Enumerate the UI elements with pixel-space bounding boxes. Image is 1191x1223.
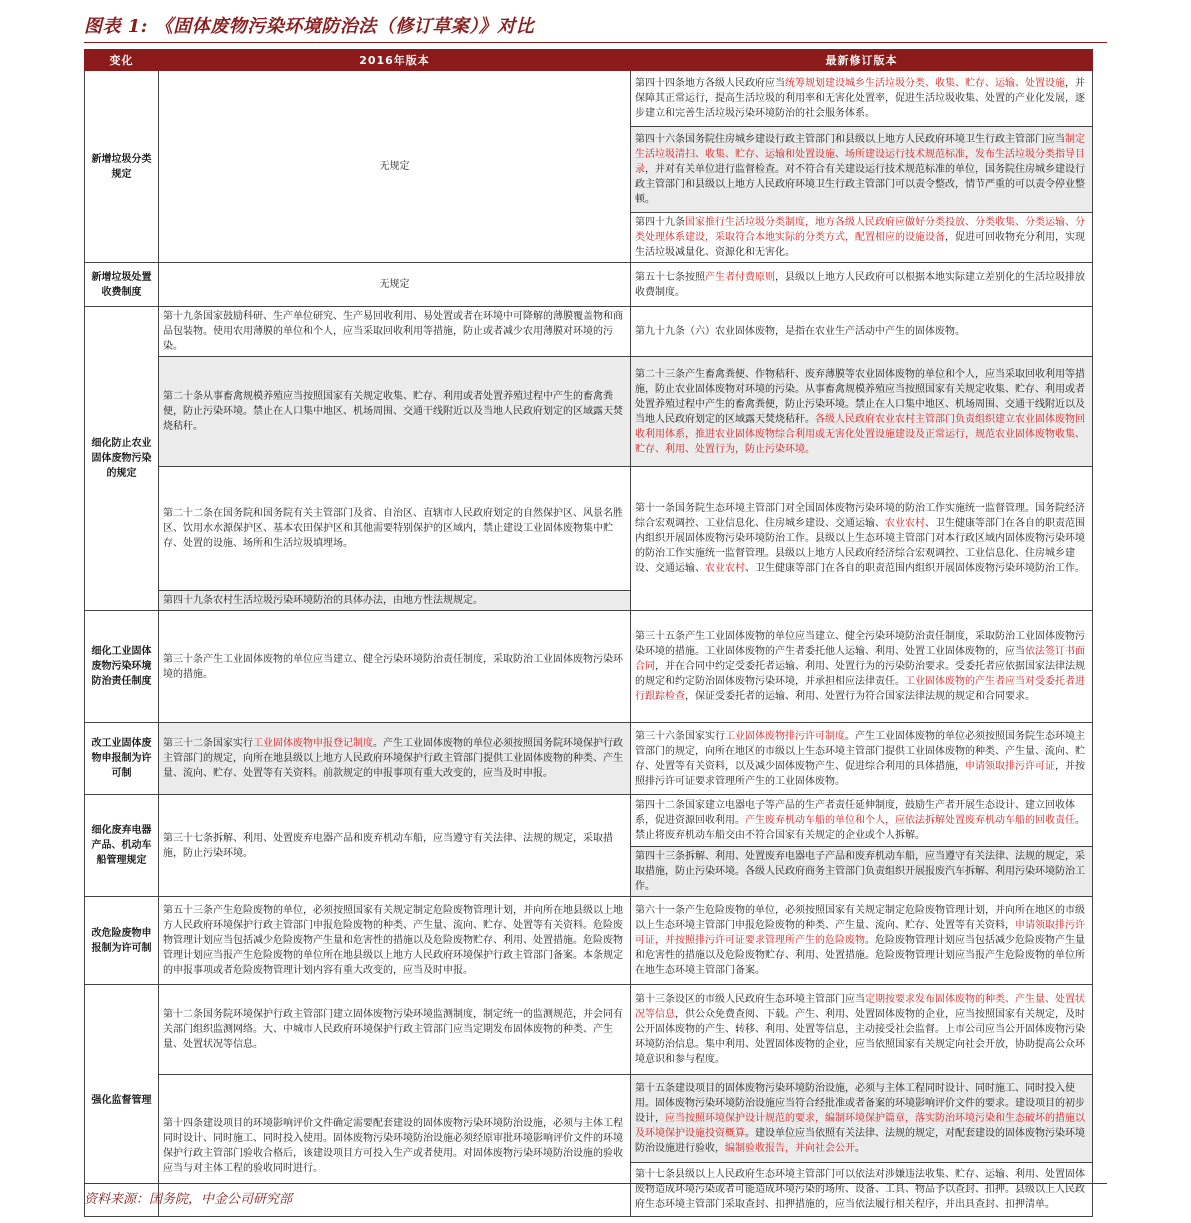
highlighted-text: 工业固体废物的产生者应当对受委托者进行跟踪检查 (635, 676, 1085, 702)
old-version-cell (159, 263, 631, 307)
title-divider (84, 42, 1107, 43)
new-version-cell (631, 127, 1093, 213)
clause-text: 。产生工业固体废物的单位必须按照国务院生态环境主管部门的规定，向所在地区的市级以上生态环境主管部门提供工业固体废物的种类、产生量、流向、贮存、处置等有关资料，以及减少固体废物产生、促进综合利用的具体措施， (635, 730, 1085, 772)
new-version-cell (631, 467, 1093, 611)
clause-text: 第二十条从事畜禽规模养殖应当按照国家有关规定收集、贮存、利用或者处置养殖过程中产生的畜禽粪便，防止污染环境。禁止在人口集中地区、机场周围、交通干线附近以及当地人民政府划定的区域露天焚烧秸秆。 (163, 391, 623, 432)
clause-text: ，并在合同中约定受委托者运输、利用、处置行为的污染防治要求。受委托者应依据国家法律法规的规定和约定防治固体废物污染环境，并承担相应法律责任。 (635, 661, 1085, 687)
header-change: 变化 (85, 50, 159, 71)
clause-text: ，供公众免费查阅、下载。产生、利用、处置固体废物的企业，应当按照国家有关规定，及时公开固体废物的产生、转移、利用、处置等信息，主动接受社会监督。上市公司应当公开固体废物污染环境防治信息。集中利用、处置固体废物的企业，应当依照国家有关规定向社会开放，协助提高公众环境意识和参与程度。 (635, 1009, 1085, 1065)
new-version-cell (631, 985, 1093, 1075)
change-category: 强化监督管理 (85, 985, 159, 1217)
clause-text: 第四十四条地方各级人民政府应当 (635, 78, 785, 89)
table-row (85, 611, 1093, 723)
old-version-cell (159, 357, 631, 467)
clause-text: 、卫生健康等部门在各自的职责范围内组织开展固体废物污染环境防治工作。 (745, 563, 1085, 574)
table-header-row (85, 50, 1093, 71)
change-category: 细化工业固体废物污染环境防治责任制度 (85, 611, 159, 723)
change-category: 细化废弃电器产品、机动车船管理规定 (85, 795, 159, 897)
old-version-cell (159, 985, 631, 1075)
old-version-cell (159, 591, 631, 611)
table-row (85, 357, 1093, 467)
clause-text: 第十五条建设项目的固体废物污染环境防治设施，必须与主体工程同时设计、同时施工、同时投入使用。固体废物污染环境防治设施应当符合经批准或者备案的环境影响评价文件的要求。建设项目的初步设计， (635, 1083, 1085, 1124)
clause-text: 第四十六条国务院住房城乡建设行政主管部门和县级以上地方人民政府环境卫生行政主管部门应当 (635, 134, 1065, 145)
clause-text: 。危险废物管理计划应当包括减少危险废物产生量和危害性的措施以及危险废物贮存、利用、处置措施。危险废物管理计划应当报产生危险废物的单位所在地生态环境主管部门备案。 (635, 935, 1085, 976)
clause-text: 第十九条国家鼓励科研、生产单位研究、生产易回收利用、易处置或者在环境中可降解的薄膜覆盖物和商品包装物。使用农用薄膜的单位和个人，应当采取回收利用等措施，防止或者减少农用薄膜对环境的污染。 (163, 311, 623, 352)
clause-text: 第三十六条国家实行 (635, 730, 725, 742)
clause-text: 第四十二条国家建立电器电子等产品的生产者责任延伸制度，鼓励生产者开展生态设计、建立回收体系，促进资源回收利用。 (635, 800, 1075, 826)
clause-text: 第四十三条拆解、利用、处置废弃电器电子产品和废弃机动车船，应当遵守有关法律、法规的规定，采取措施，防止污染环境。各级人民政府商务主管部门负责组织开展报废汽车拆解、利用污染环境防治工作。 (635, 851, 1085, 892)
highlighted-text: 产生废弃机动车船的单位和个人，应依法拆解处置废弃机动车船的回收责任 (745, 815, 1075, 826)
clause-text: 第四十九条农村生活垃圾污染环境防治的具体办法，由地方性法规规定。 (163, 595, 483, 606)
highlighted-text: 工业固体废物排污许可制度 (725, 730, 845, 742)
highlighted-text: 应当按照环境保护设计规范的要求，编制环境保护篇章，落实防治环境污染和生态破坏的措施以及环境保护设施投资概算 (635, 1113, 1085, 1139)
clause-text: ，并对有关单位进行监督检查。对不符合有关建设运行技术规范标准的单位，国务院住房城乡建设行政主管部门和县级以上地方人民政府环境卫生行政主管部门可以责令整改，情节严重的可以责令停业整顿。 (635, 164, 1085, 205)
old-version-cell (159, 723, 631, 795)
table-row (85, 795, 1093, 847)
clause-text: 第十一条国务院生态环境主管部门对全国固体废物污染环境的防治工作实施统一监督管理。国务院经济综合宏观调控、工业信息化、住房城乡建设、交通运输、 (635, 503, 1085, 529)
table-row (85, 263, 1093, 307)
clause-text: 第三十条产生工业固体废物的单位应当建立、健全污染环境防治责任制度，采取防治工业固体废物污染环境的措施。 (163, 653, 623, 680)
highlighted-text: 依法签订书面合同 (635, 646, 1085, 672)
clause-text: 第四十九条 (635, 217, 685, 228)
clause-text: 无规定 (379, 279, 410, 290)
highlighted-text: 农业农村 (705, 563, 745, 574)
table-row (85, 897, 1093, 985)
clause-text: 第五十三条产生危险废物的单位，必须按照国家有关规定制定危险废物管理计划，并向所在地县级以上地方人民政府环境保护行政主管部门申报危险废物的种类、产生量、流向、贮存、处置等有关资料。危险废物管理计划应当包括减少危险废物产生量和危害性的措施以及危险废物贮存、利用、处置措施。危险废物管理计划应当报产生危险废物的单位所在地县级以上地方人民政府环境保护行政主管部门备案。本条规定的申报事项或者危险废物管理计划内容有重大改变的，应当及时申报。 (163, 905, 623, 976)
new-version-cell (631, 263, 1093, 307)
source-note: 资料来源：国务院，中金公司研究部 (84, 1192, 293, 1207)
new-version-cell (631, 71, 1093, 127)
old-version-cell (159, 467, 631, 591)
clause-text: ，并保障其正常运行，提高生活垃圾的利用率和无害化处置率，促进生活垃圾收集、处置的产业化发展，逐步建立和完善生活垃圾污染环境防治的社会服务体系。 (635, 78, 1085, 119)
highlighted-text: 申请领取排污许可证 (965, 760, 1055, 772)
highlighted-text: 各级人民政府农业农村主管部门负责组织建立农业固体废物回收利用体系，推进农业固体废物综合利用或无害化处置设施建设及正常运行，规范农业固体废物收集、贮存、利用、处置行为，防止污染环境。 (635, 413, 1085, 455)
table-body (85, 71, 1093, 1217)
clause-text: 第九十九条（六）农业固体废物，是指在农业生产活动中产生的固体废物。 (635, 326, 965, 337)
old-version-cell (159, 795, 631, 897)
new-version-cell (631, 795, 1093, 847)
clause-text: 第十二条国务院环境保护行政主管部门建立固体废物污染环境监测制度，制定统一的监测规范，并会同有关部门组织监测网络。大、中城市人民政府环境保护行政主管部门应当定期发布固体废物的种类、产生量、处置状况等信息。 (163, 1009, 623, 1050)
table-row (85, 307, 1093, 357)
new-version-cell (631, 723, 1093, 795)
new-version-cell (631, 847, 1093, 897)
highlighted-text: 制定生活垃圾清扫、收集、贮存、运输和处置设施、场所建设运行技术规范标准，发布生活垃圾分类指导目录 (635, 134, 1085, 175)
new-version-cell (631, 611, 1093, 723)
old-version-cell (159, 611, 631, 723)
highlighted-text: 国家推行生活垃圾分类制度，地方各级人民政府应做好分类投放、分类收集、分类运输、分类处理体系建设，采取符合本地实际的分类方式，配置相应的设施设备 (635, 217, 1085, 243)
clause-text: 。禁止将废弃机动车船交由不符合国家有关规定的企业或个人拆解。 (635, 815, 1085, 841)
clause-text: 第二十二条在国务院和国务院有关主管部门及省、自治区、直辖市人民政府划定的自然保护区、风景名胜区、饮用水水源保护区、基本农田保护区和其他需要特别保护的区域内，禁止建设工业固体废物集中贮存、处置的设施、场所和生活垃圾填埋场。 (163, 508, 623, 549)
clause-text: 第三十七条拆解、利用、处置废弃电器产品和废弃机动车船，应当遵守有关法律、法规的规定，采取措施，防止污染环境。 (163, 832, 613, 859)
comparison-table (84, 49, 1093, 1217)
change-category: 改危险废物申报制为许可制 (85, 897, 159, 985)
old-version-cell (159, 897, 631, 985)
change-category: 改工业固体废物申报制为许可制 (85, 723, 159, 795)
clause-text: ，保证受委托者的运输、利用、处置行为符合国家法律法规的规定和合同要求。 (685, 691, 1035, 702)
change-category: 细化防止农业固体废物污染的规定 (85, 307, 159, 611)
table-row (85, 723, 1093, 795)
new-version-cell (631, 357, 1093, 467)
new-version-cell (631, 1075, 1093, 1163)
highlighted-text: 申请领取排污许可证，并按照排污许可证要求管理所产生的危险废物 (635, 920, 1085, 946)
old-version-cell (159, 307, 631, 357)
new-version-cell (631, 213, 1093, 263)
clause-text: ，促进可回收物充分利用，实现生活垃圾减量化、资源化和无害化。 (635, 232, 1085, 258)
clause-text: 第十七条县级以上人民政府生态环境主管部门可以依法对涉嫌违法收集、贮存、运输、利用、处置固体废物造成环境污染或者可能造成环境污染的场所、设备、工具、物品予以查封、扣押。县级以上人民政府生态环境主管部门采取查封、扣押措施的，应当依法履行相关程序，并出具查封、扣押清单。 (635, 1169, 1085, 1210)
highlighted-text: 统筹规划建设城乡生活垃圾分类、收集、贮存、运输、处置设施 (785, 78, 1065, 89)
change-category: 新增垃圾处置收费制度 (85, 263, 159, 307)
table-row (85, 1075, 1093, 1163)
clause-text: 第五十七条按照 (635, 271, 705, 283)
clause-text: 无规定 (379, 161, 410, 172)
footer-divider (84, 1183, 1107, 1184)
table-row (85, 467, 1093, 591)
clause-text: 第三十五条产生工业固体废物的单位应当建立、健全污染环境防治责任制度，采取防治工业固体废物污染环境的措施。工业固体废物的产生者委托他人运输、利用、处置工业固体废物的，应当 (635, 631, 1085, 657)
clause-text: 。 (855, 1143, 865, 1154)
highlighted-text: 定期按要求发布固体废物的种类、产生量、处置状况等信息 (635, 994, 1085, 1020)
clause-text: 第二十三条产生畜禽粪便、作物秸秆、废弃薄膜等农业固体废物的单位和个人，应当采取回收利用等措施，防止农业固体废物对环境的污染。从事畜禽规模养殖应当按照国家有关规定收集、贮存、利用或者处置养殖过程中产生的畜禽粪便，防止污染环境。禁止在人口集中地区、机场周围、交通干线附近以及当地人民政府划定的区域露天焚烧秸秆。 (635, 368, 1085, 425)
highlighted-text: 农业农村 (885, 518, 925, 529)
table-row (85, 71, 1093, 127)
highlighted-text: 编制验收报告，并向社会公开 (725, 1143, 855, 1154)
new-version-cell (631, 307, 1093, 357)
clause-text: 第六十一条产生危险废物的单位，必须按照国家有关规定制定危险废物管理计划，并向所在地区的市级以上生态环境主管部门申报危险废物的种类、产生量、流向、贮存、处置等有关资料， (635, 905, 1085, 931)
header-2016-version: 2016年版本 (159, 50, 631, 71)
highlighted-text: 工业固体废物申报登记制度 (253, 738, 373, 749)
clause-text: 。产生工业固体废物的单位必须按照国务院环境保护行政主管部门的规定，向所在地县级以上地方人民政府环境保护行政主管部门提供工业固体废物的种类、产生量、流向、贮存、处置等有关资料。前款规定的申报事项有重大改变的，应当及时申报。 (163, 738, 623, 779)
old-version-cell (159, 71, 631, 263)
figure-title: 图表 1: 《固体废物污染环境防治法（修订草案）》对比 (84, 16, 535, 37)
clause-text: ，县级以上地方人民政府可以根据本地实际建立差别化的生活垃圾排放收费制度。 (635, 271, 1085, 298)
clause-text: 第十四条建设项目的环境影响评价文件确定需要配套建设的固体废物污染环境防治设施，必须与主体工程同时设计、同时施工、同时投入使用。固体废物污染环境防治设施必须经原审批环境影响评价文件的环境保护行政主管部门验收合格后，该建设项目方可投入生产或者使用。对固体废物污染环境防治设施的验收应当与对主体工程的验收同时进行。 (163, 1117, 623, 1174)
clause-text: ，并按照排污许可证要求管理所产生的工业固体废物。 (635, 760, 1085, 787)
table-row (85, 985, 1093, 1075)
clause-text: 第三十二条国家实行 (163, 738, 253, 749)
highlighted-text: 产生者付费原则 (705, 271, 775, 283)
header-latest-version: 最新修订版本 (631, 50, 1093, 71)
new-version-cell (631, 1163, 1093, 1217)
new-version-cell (631, 897, 1093, 985)
clause-text: 、卫生健康等部门在各自的职责范围内组织开展固体废物污染环境防治工作。县级以上生态环境主管部门对本行政区域内固体废物污染环境的防治工作实施统一监督管理。县级以上地方人民政府经济综合宏观调控、工业信息化、住房城乡建设、交通运输、 (635, 518, 1085, 574)
clause-text: 。建设单位应当依照有关法律、法规的规定，对配套建设的固体废物污染环境防治设施进行验收， (635, 1128, 1085, 1154)
change-category: 新增垃圾分类规定 (85, 71, 159, 263)
clause-text: 第十三条设区的市级人民政府生态环境主管部门应当 (635, 994, 865, 1005)
